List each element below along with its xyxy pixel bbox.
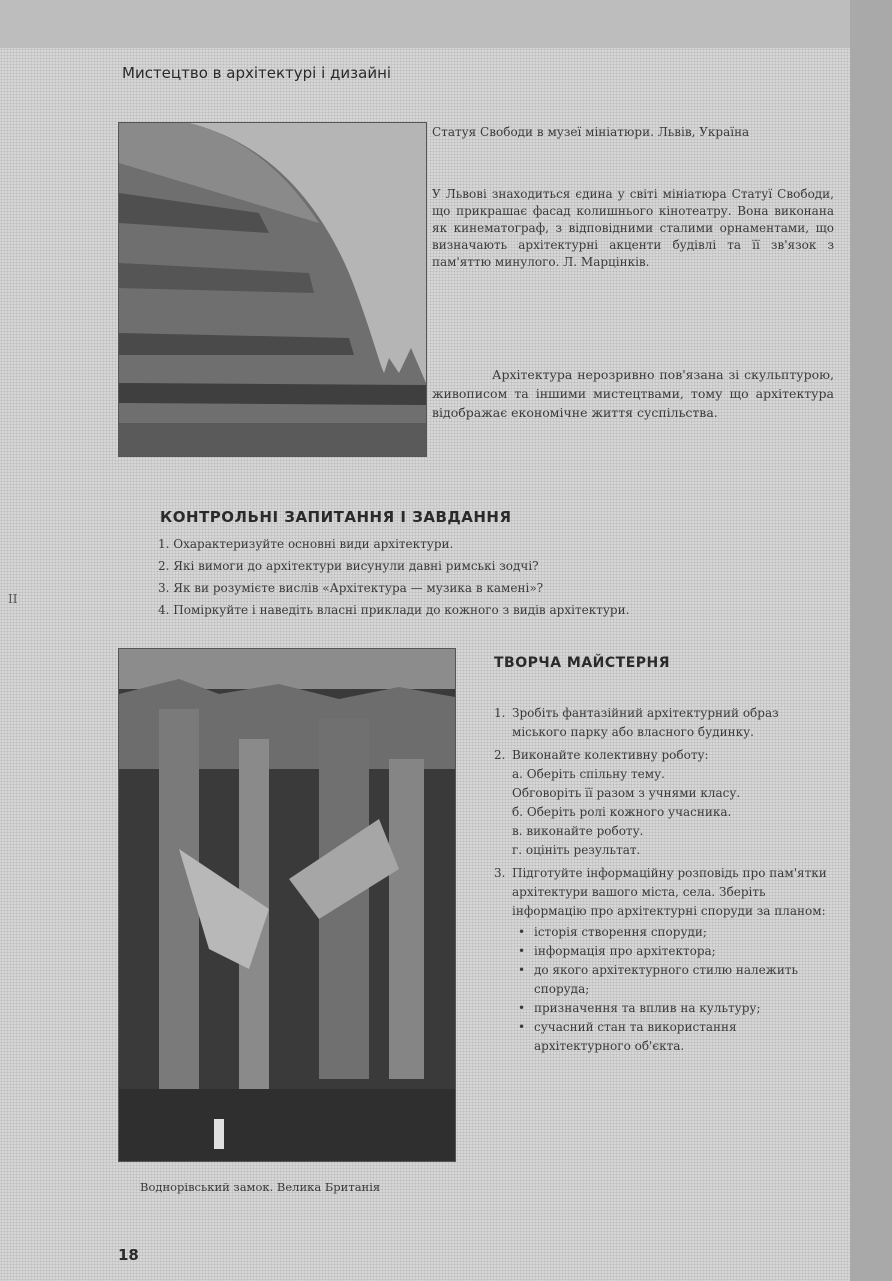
task-bullets (512, 923, 834, 1056)
creative-heading: ТВОРЧА МАЙСТЕРНЯ (494, 655, 671, 671)
question-item: 1. Охарактеризуйте основні види архітектури. (158, 537, 454, 551)
questions-list (158, 533, 818, 621)
task-number: 2. (494, 748, 506, 762)
task-subline: а. Оберіть спільну тему. (512, 767, 665, 781)
task-text: Виконайте колективну роботу: (512, 748, 709, 762)
task-item (494, 864, 834, 1056)
castle-caption: Воднорівський замок. Велика Британія (140, 1180, 381, 1194)
task-subline: в. виконайте роботу. (512, 824, 644, 838)
castle-photo (118, 648, 456, 1162)
task-subline: Обговоріть її разом з учнями класу. (512, 786, 741, 800)
task-item (494, 746, 834, 860)
task-subline: б. Оберіть ролі кожного учасника. (512, 805, 732, 819)
task-number: 1. (494, 706, 506, 720)
questions-heading: КОНТРОЛЬНІ ЗАПИТАННЯ І ЗАВДАННЯ (160, 508, 512, 526)
bullet-item: • призначення та вплив на культуру; (512, 999, 834, 1018)
running-header: Мистецтво в архітектурі і дизайні (122, 64, 392, 82)
task-subline: г. оцініть результат. (512, 843, 641, 857)
statue-photo (118, 122, 427, 457)
creative-tasks (494, 704, 834, 1060)
statue-description: У Львові знаходиться єдина у світі мініатюра Статуї Свободи, що прикрашає фасад колишнього кінотеатру. Вона виконана як кинематограф, з відповідними сталими орнаментами, що визначають архітектурні акценти будівлі та її зв'язок з пам'яттю минулого. Л. Марцінків. (432, 187, 834, 269)
statue-caption: Статуя Свободи в музеї мініатюри. Львів, Україна (432, 125, 750, 139)
question-item: 2. Які вимоги до архітектури висунули давні римські зодчі? (158, 559, 539, 573)
question-item: 3. Як ви розумієте вислів «Архітектура — музика в камені»? (158, 581, 544, 595)
task-text: Підготуйте інформаційну розповідь про пам'ятки архітектури вашого міста, села. Зберіть інформацію про архітектурні споруди за планом: (512, 866, 827, 918)
bullet-item: • сучасний стан та використання архітектурного об'єкта. (512, 1018, 834, 1056)
bullet-item: • історія створення споруди; (512, 923, 834, 942)
bullet-item: • до якого архітектурного стилю належить споруда; (512, 961, 834, 999)
task-item (494, 704, 834, 742)
page-top-band (0, 0, 892, 48)
page-right-band (850, 0, 892, 1281)
task-text: Зробіть фантазійний архітектурний образ міського парку або власного будинку. (512, 706, 779, 739)
task-number: 3. (494, 866, 506, 880)
margin-mark: ІІ (8, 592, 18, 606)
architecture-paragraph: Архітектура нерозривно пов'язана зі скульптурою, живописом та іншими мистецтвами, тому що архітектура відображає економічне життя суспільства. (432, 367, 834, 420)
bullet-item: • інформація про архітектора; (512, 942, 834, 961)
page-number: 18 (118, 1246, 139, 1264)
question-item: 4. Поміркуйте і наведіть власні приклади до кожного з видів архітектури. (158, 603, 630, 617)
